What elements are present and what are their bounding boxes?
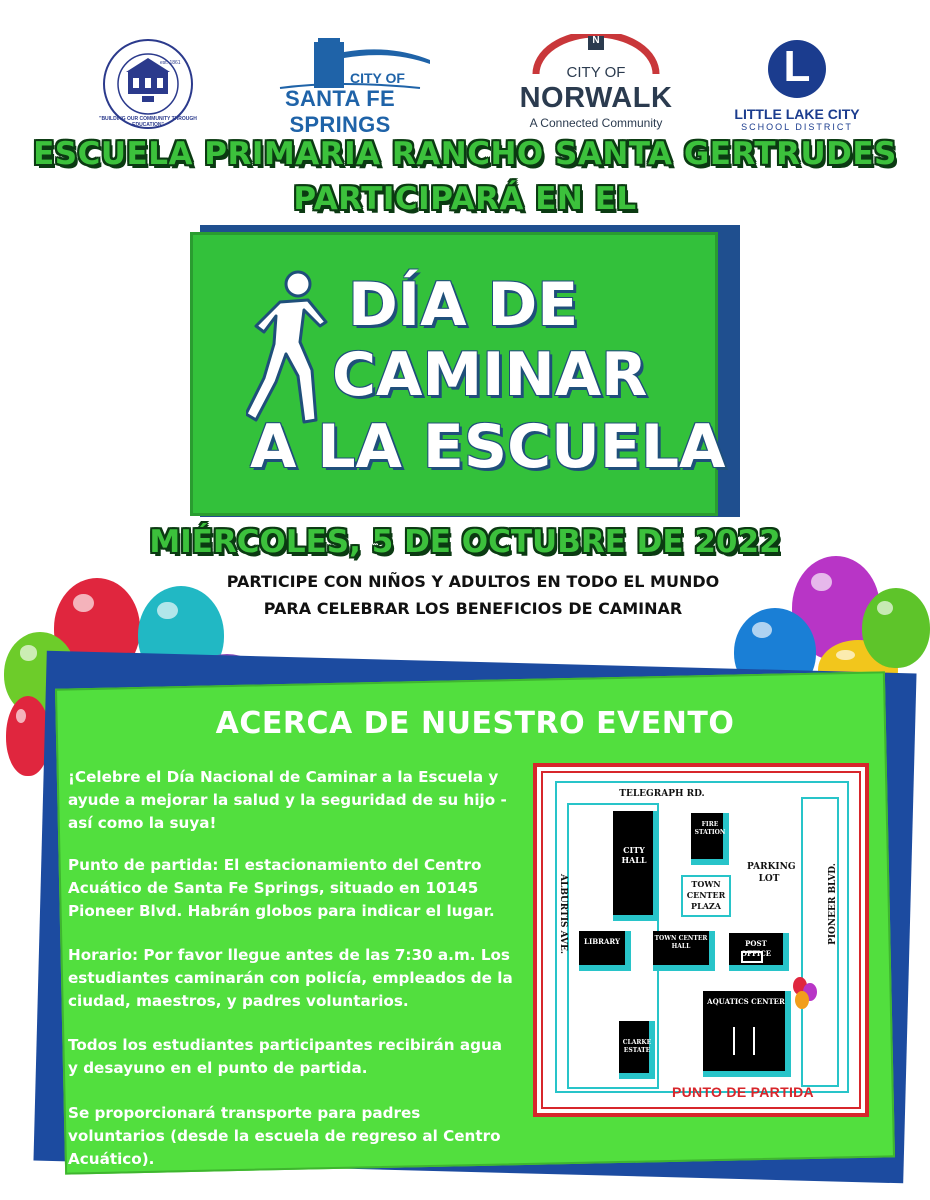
sfs-city-of: CITY OF <box>350 70 405 86</box>
little-lake-sub: SCHOOL DISTRICT <box>741 122 853 132</box>
norwalk-name: NORWALK <box>519 82 673 114</box>
subtitle-line-2: PARA CELEBRAR LOS BENEFICIOS DE CAMINAR <box>263 599 683 618</box>
map-label-clarke-estate: CLARKE ESTATE <box>622 1039 652 1054</box>
event-map <box>533 763 869 1117</box>
map-label-pioneer: PIONEER BLVD. <box>828 863 838 945</box>
event-paragraph-transport: Se proporcionará transporte para padres voluntarios (desde la escuela de regreso al Centro Acuático). <box>68 1104 501 1168</box>
map-label-post-office: POST OFFICE <box>740 939 772 958</box>
event-title: ACERCA DE NUESTRO EVENTO <box>215 706 735 741</box>
map-label-alburtis: ALBURTIS AVE. <box>558 874 568 954</box>
banner-line-3: A LA ESCUELA <box>250 412 726 482</box>
event-paragraph-breakfast: Todos los estudiantes participantes recibirán agua y desayuno en el punto de partida. <box>68 1036 503 1077</box>
event-date: MIÉRCOLES, 5 DE OCTUBRE DE 2022 <box>149 524 781 560</box>
lnsd-est: est. 1861 <box>160 60 181 66</box>
city-of-santa-fe-springs-logo <box>240 36 440 137</box>
participa-headline: PARTICIPARÁ EN EL <box>293 181 637 217</box>
school-headline: ESCUELA PRIMARIA RANCHO SANTA GERTRUDES <box>33 136 897 172</box>
norwalk-tagline: A Connected Community <box>529 116 663 130</box>
los-nietos-school-district-logo <box>99 38 197 130</box>
map-label-library: LIBRARY <box>584 937 620 946</box>
lnsd-motto: "BUILDING OUR COMMUNITY THROUGH EDUCATION" <box>99 116 197 128</box>
mail-envelope-icon <box>741 951 763 963</box>
subtitle-line-1: PARTICIPE CON NIÑOS Y ADULTOS EN TODO EL MUNDO <box>226 572 720 591</box>
walking-person-icon <box>246 270 336 430</box>
little-lake-letter: L <box>783 42 811 91</box>
little-lake-name: LITTLE LAKE CITY <box>734 106 860 122</box>
map-label-punto-de-partida: PUNTO DE PARTIDA <box>672 1084 814 1100</box>
little-lake-city-school-district-logo <box>726 40 868 130</box>
map-label-parking-lot: PARKING LOT <box>747 862 796 884</box>
norwalk-city-of: CITY OF <box>566 64 626 81</box>
map-label-telegraph: TELEGRAPH RD. <box>619 789 705 799</box>
sfs-name: SANTA FE SPRINGS <box>285 86 395 137</box>
event-paragraph-intro: ¡Celebre el Día Nacional de Caminar a la Escuela y ayude a mejorar la salud y la seguridad de su hijo - así como la suya! <box>68 768 507 832</box>
map-city-hall <box>613 811 659 921</box>
map-label-aquatics-center: AQUATICS CENTER <box>707 997 785 1006</box>
norwalk-badge: N <box>592 35 600 46</box>
map-label-city-hall: CITY HALL <box>621 845 647 865</box>
map-label-town-center-hall: TOWN CENTER HALL <box>654 935 708 950</box>
banner-line-2: CAMINAR <box>332 340 648 410</box>
event-paragraph-location: Punto de partida: El estacionamiento del Centro Acuático de Santa Fe Springs, situado en 10145 Pioneer Blvd. Habrán globos para indicar el lugar. <box>68 856 495 920</box>
map-balloons-icon <box>791 977 821 1017</box>
balloon-green-right <box>862 588 930 668</box>
map-label-town-center-plaza: TOWN CENTER PLAZA <box>686 879 726 911</box>
map-label-fire-station: FIRE STATION <box>694 821 726 836</box>
pool-ladder-icon <box>733 1027 755 1055</box>
city-of-norwalk-logo <box>512 35 680 130</box>
event-paragraph-schedule: Horario: Por favor llegue antes de las 7:30 a.m. Los estudiantes caminarán con policía, empleados de la ciudad, maestros, y padres voluntarios. <box>68 946 513 1010</box>
banner-line-1: DÍA DE <box>348 270 579 340</box>
